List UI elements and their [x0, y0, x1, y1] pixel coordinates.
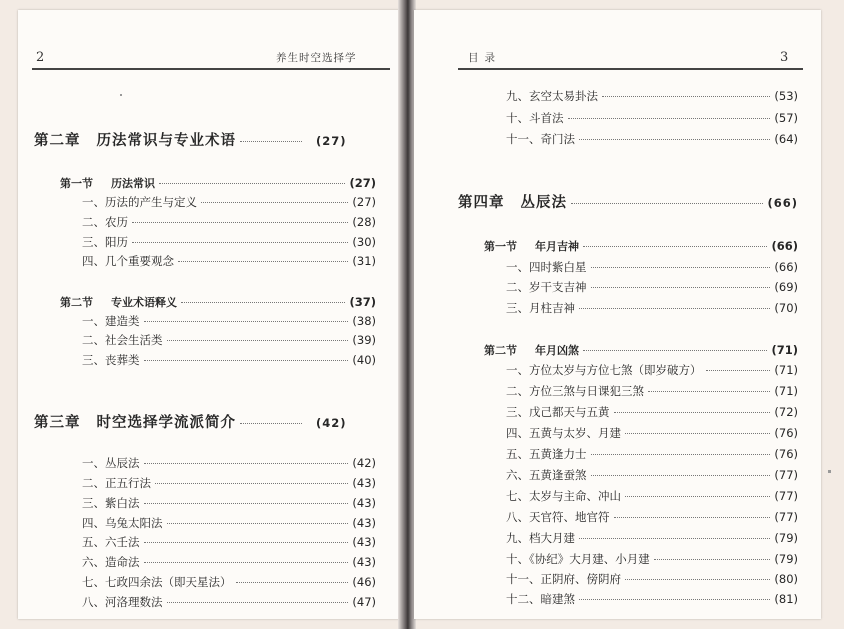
- toc-item[interactable]: 四、乌兔太阳法 (43): [82, 516, 376, 530]
- toc-item[interactable]: 九、档大月建 (79): [506, 531, 798, 545]
- left-page: [18, 10, 402, 619]
- toc-item[interactable]: 六、造命法 (43): [82, 555, 376, 569]
- toc-item[interactable]: 七、太岁与主命、冲山 (77): [506, 489, 798, 503]
- toc-item[interactable]: 十二、暗建煞 (81): [506, 592, 798, 606]
- toc-item[interactable]: 五、五黄逢力士 (76): [506, 447, 798, 461]
- toc-item[interactable]: 二、农历 (28): [82, 215, 376, 229]
- toc-item[interactable]: 二、方位三煞与日课犯三煞 (71): [506, 384, 798, 398]
- left-header-rule: [32, 68, 390, 70]
- toc-item[interactable]: 十、《协纪》大月建、小月建 (79): [506, 552, 798, 566]
- right-page: [414, 10, 821, 619]
- toc-item[interactable]: 三、戊己都天与五黄 (72): [506, 405, 798, 419]
- toc-item[interactable]: 一、建造类 (38): [82, 314, 376, 328]
- left-running-head: 养生时空选择学: [276, 52, 357, 64]
- toc-item[interactable]: 十一、正阴府、傍阴府 (80): [506, 572, 798, 586]
- toc-chapter-3[interactable]: 第三章 时空选择学流派简介 (42): [34, 414, 347, 431]
- toc-section-4-2[interactable]: 第二节 年月凶煞 (71): [484, 343, 798, 357]
- toc-item[interactable]: 六、五黄逢蚕煞 (77): [506, 468, 798, 482]
- toc-item[interactable]: 三、月柱吉神 (70): [506, 301, 798, 315]
- toc-section-4-1[interactable]: 第一节 年月吉神 (66): [484, 239, 798, 253]
- toc-item[interactable]: 三、丧葬类 (40): [82, 353, 376, 367]
- toc-item[interactable]: 二、正五行法 (43): [82, 476, 376, 490]
- toc-item[interactable]: 四、几个重要观念 (31): [82, 254, 376, 268]
- toc-item[interactable]: 十一、奇门法 (64): [506, 132, 798, 146]
- left-page-number: 2: [36, 50, 45, 65]
- toc-item[interactable]: 五、六壬法 (43): [82, 535, 376, 549]
- toc-section-2-1[interactable]: 第一节 历法常识 (27): [60, 176, 376, 190]
- scan-speck: [828, 470, 831, 473]
- toc-item[interactable]: 七、七政四余法（即天星法） (46): [82, 575, 376, 589]
- toc-item[interactable]: 八、天官符、地官符 (77): [506, 510, 798, 524]
- toc-item[interactable]: 三、阳历 (30): [82, 235, 376, 249]
- toc-item[interactable]: 一、历法的产生与定义 (27): [82, 195, 376, 209]
- toc-item[interactable]: 八、河洛理数法 (47): [82, 595, 376, 609]
- toc-item[interactable]: 二、岁干支吉神 (69): [506, 280, 798, 294]
- toc-item[interactable]: 十、斗首法 (57): [506, 111, 798, 125]
- toc-item[interactable]: 四、五黄与太岁、月建 (76): [506, 426, 798, 440]
- right-header-rule: [458, 68, 803, 70]
- toc-item[interactable]: 一、四时紫白星 (66): [506, 260, 798, 274]
- right-running-head: 目录: [468, 52, 501, 64]
- toc-item[interactable]: 二、社会生活类 (39): [82, 333, 376, 347]
- toc-chapter-4[interactable]: 第四章 丛辰法 (66): [458, 194, 798, 211]
- right-page-number: 3: [780, 50, 789, 65]
- toc-item[interactable]: 三、紫白法 (43): [82, 496, 376, 510]
- toc-item[interactable]: 九、玄空太易卦法 (53): [506, 89, 798, 103]
- toc-chapter-2[interactable]: 第二章 历法常识与专业术语 (27): [34, 132, 347, 149]
- toc-item[interactable]: 一、方位太岁与方位七煞（即岁破方） (71): [506, 363, 798, 377]
- toc-section-2-2[interactable]: 第二节 专业术语释义 (37): [60, 295, 376, 309]
- toc-item[interactable]: 一、丛辰法 (42): [82, 456, 376, 470]
- print-speck: [120, 94, 122, 96]
